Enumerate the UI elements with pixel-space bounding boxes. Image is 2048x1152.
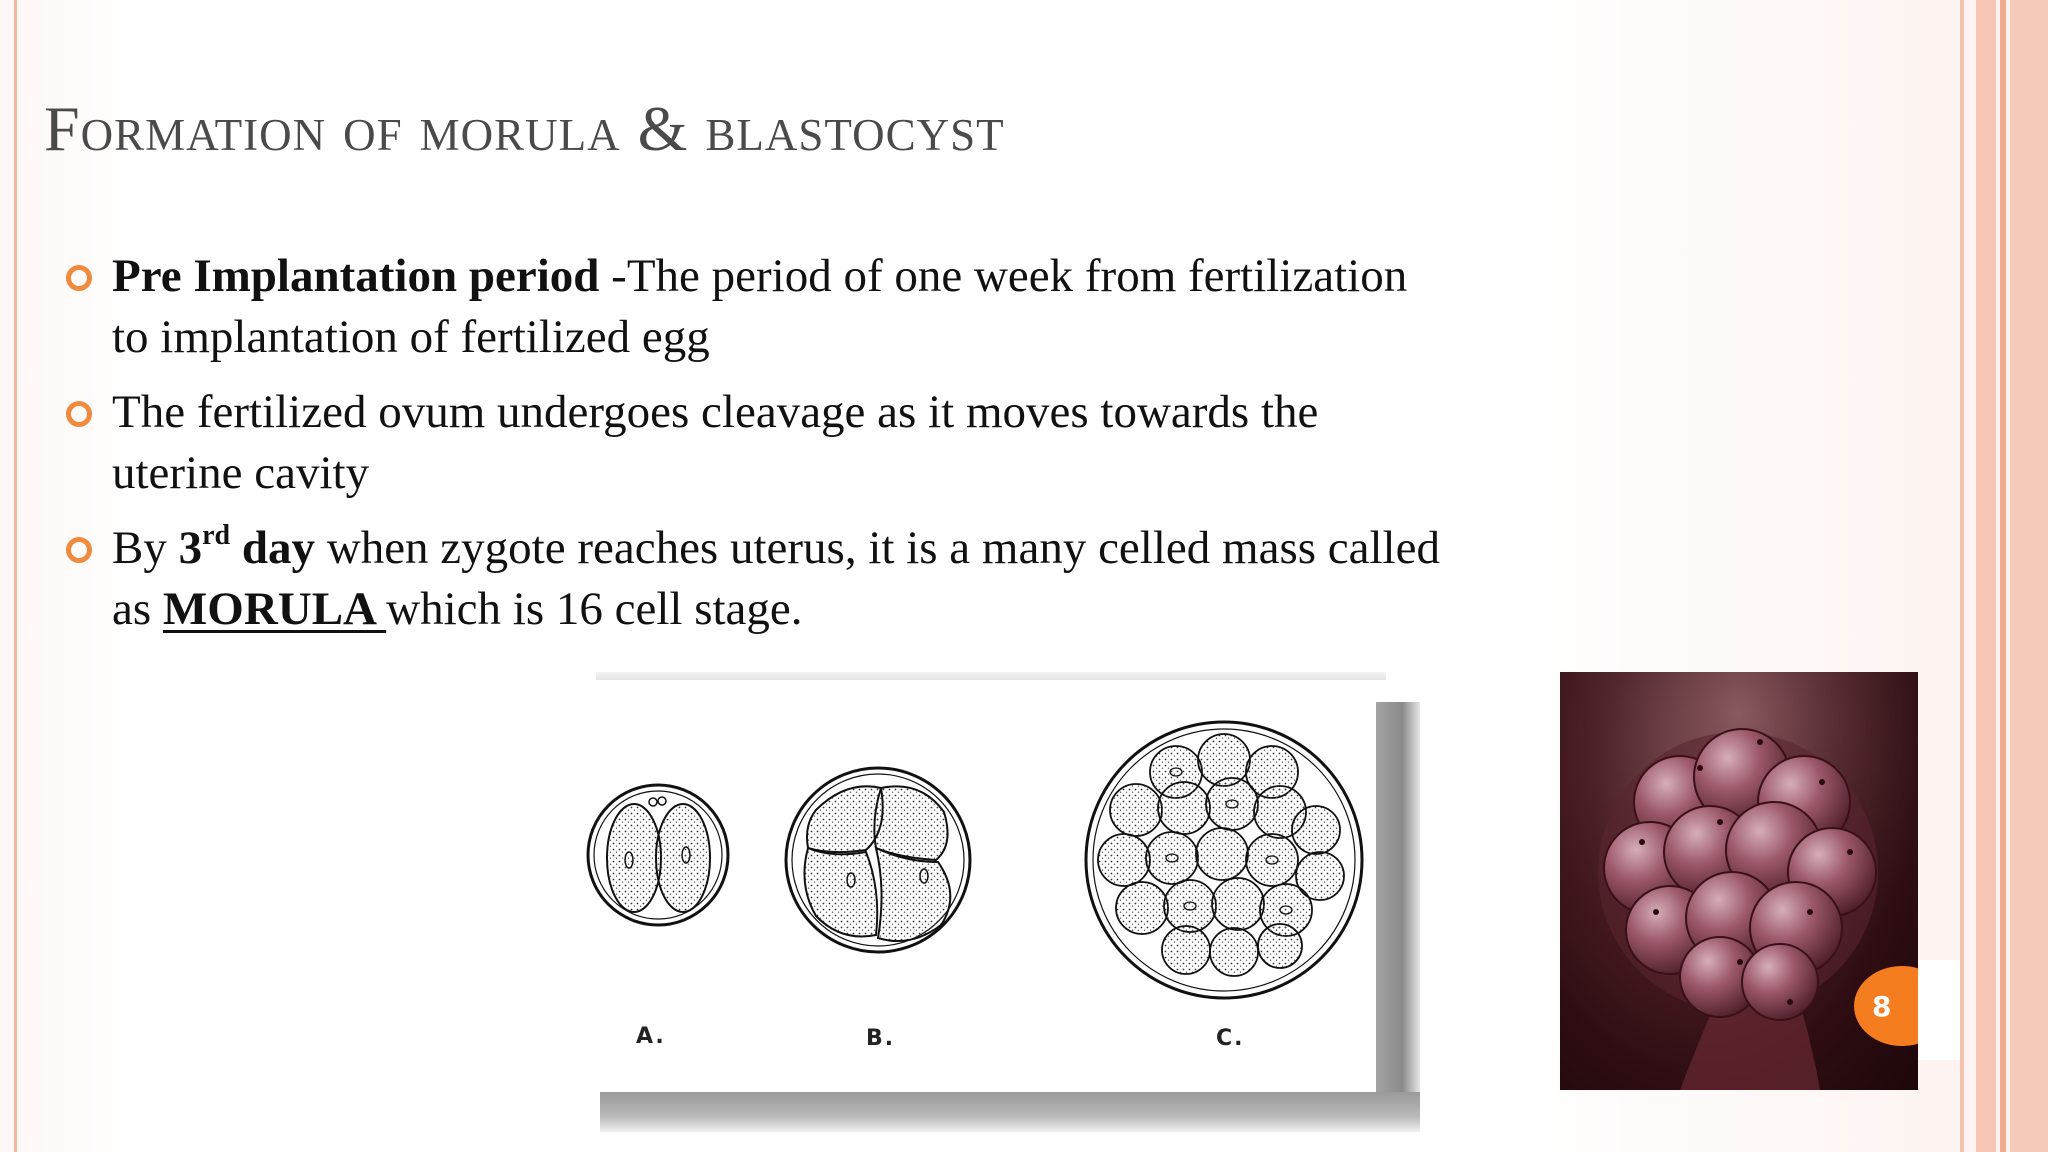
figure-panel	[576, 680, 1376, 1092]
bullet-item	[66, 246, 1446, 368]
stage-b-four-cell	[786, 768, 970, 952]
figure-label-c: C.	[1216, 1026, 1245, 1051]
figure-shadow	[600, 1092, 1420, 1132]
right-decorative-band	[2000, 0, 2006, 1152]
bullet-bold-number: 3	[178, 522, 203, 574]
bullet-prefix: By	[112, 522, 179, 574]
stage-a-two-cell	[588, 785, 728, 925]
bullet-suffix: which is 16 cell stage.	[386, 583, 803, 635]
bullet-text: -The period of one week from fertilization to implantation of fertilized egg	[112, 250, 1408, 363]
cleavage-stages-figure	[576, 680, 1376, 1092]
right-decorative-band	[2010, 0, 2048, 1152]
bullet-superscript: rd	[202, 520, 231, 552]
bullet-text: The fertilized ovum undergoes cleavage as it moves towards the uterine cavity	[112, 386, 1319, 499]
stage-c-morula	[1086, 722, 1362, 998]
bullet-bold-word: day	[230, 522, 315, 574]
figure-shadow	[1376, 702, 1420, 1094]
cleavage-stages-drawing-icon	[576, 680, 1376, 1092]
right-margin	[1918, 960, 1960, 1060]
figure-label-b: B.	[866, 1026, 896, 1051]
left-decorative-rule	[14, 0, 17, 1152]
right-decorative-band	[1976, 0, 1996, 1152]
bullet-circle-icon	[66, 537, 92, 563]
bullet-text: when zygote reaches uterus, it is a many celled mass called as	[112, 522, 1440, 635]
figure-shadow	[596, 672, 1386, 680]
bullet-underlined-term: MORULA	[162, 583, 387, 635]
bullet-item	[66, 382, 1446, 504]
figure-label-a: A.	[636, 1024, 666, 1049]
page-number: 8	[1872, 990, 1892, 1023]
bullet-item	[66, 518, 1446, 640]
bullet-circle-icon	[66, 265, 92, 291]
bullet-bold-lead: Pre Implantation period	[112, 250, 600, 302]
slide-title: Formation of morula & blastocyst	[44, 93, 1005, 164]
right-decorative-band	[1960, 0, 1964, 1152]
bullet-list	[66, 246, 1446, 654]
bullet-circle-icon	[66, 401, 92, 427]
